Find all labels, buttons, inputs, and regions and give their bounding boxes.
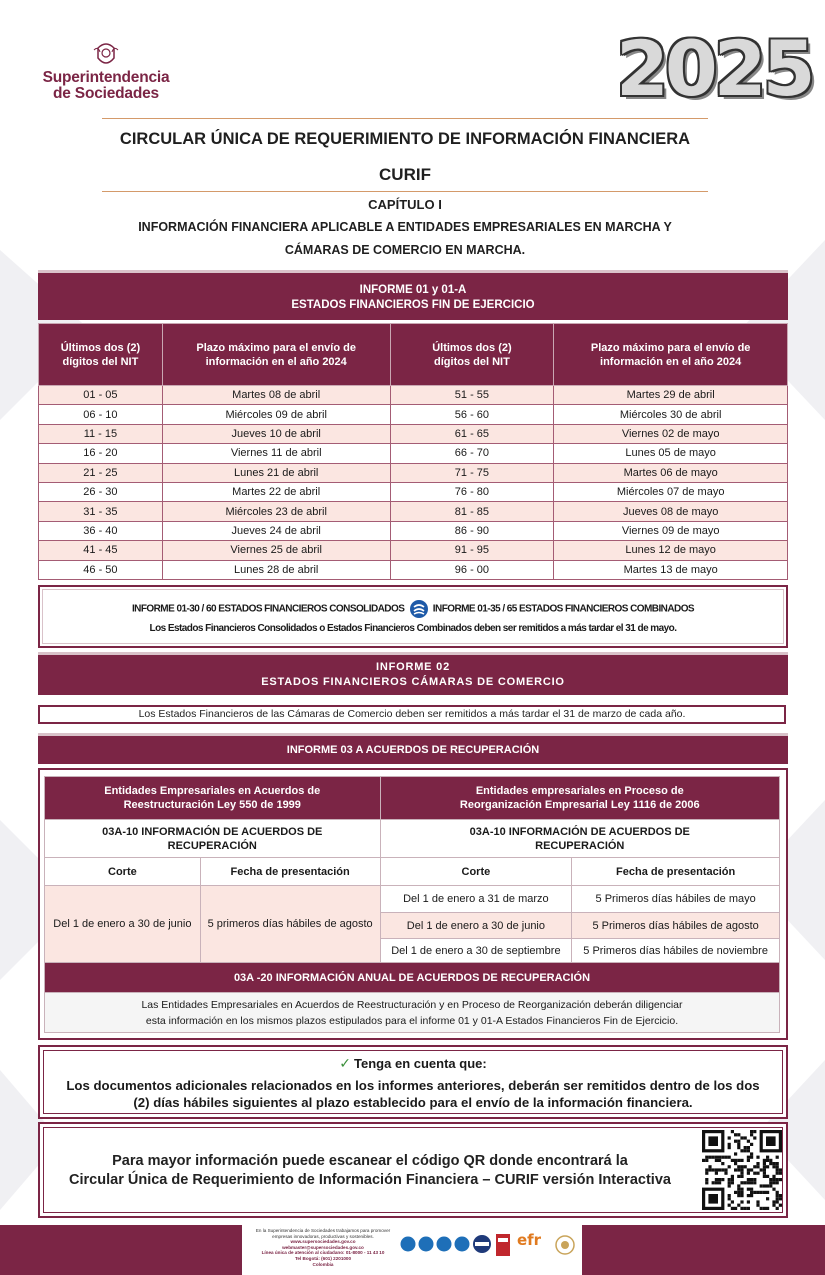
iqnet-badge-icon [472,1234,492,1254]
header-rule-top [102,118,708,119]
deadline-left: Miércoles 09 de abril [162,405,390,424]
nit-range-right: 76 - 80 [390,482,554,501]
deadline-right: Martes 13 de mayo [554,560,788,579]
right-fecha-2: 5 Primeros días hábiles de agosto [572,913,780,939]
seal-badge-icon [554,1234,576,1256]
informe-02-title-1: INFORME 02 [375,661,450,673]
right-corte-3: Del 1 de enero a 30 de septiembre [380,939,572,963]
nit-range-right: 66 - 70 [390,444,554,463]
year-badge: 2025 [616,24,812,113]
right-corte-1: Del 1 de enero a 31 de marzo [380,886,572,913]
deadline-left: Jueves 10 de abril [162,424,390,443]
brand-line-1: Superintendencia [42,69,170,86]
informe-01-title-1: INFORME 01 y 01-A [359,284,467,296]
deadline-right: Martes 29 de abril [554,386,788,405]
table-row [39,405,788,424]
table-row [39,424,788,443]
brand-line-2: de Sociedades [53,85,159,102]
right-fecha-1: 5 Primeros días hábiles de mayo [572,886,780,913]
chapter-subtitle-1: INFORMACIÓN FINANCIERA APLICABLE A ENTIDADES EMPRESARIALES EN MARCHA Y [138,220,672,234]
deadline-left: Viernes 25 de abril [162,541,390,560]
annual-03a20-note: Las Entidades Empresariales en Acuerdos de Reestructuración y en Proceso de Reorganización deberán diligenciar esta información en los mismos plazos estipulados para el informe 01 y 01-A Estados Financieros Fin de Ejercicio. [45,993,780,1033]
checkmark-icon: ✓ [339,1055,352,1071]
deadline-right: Miércoles 30 de abril [554,405,788,424]
acuerdos-reestructuracion-header: Entidades Empresariales en Acuerdos de Reestructuración Ley 550 de 1999 [45,777,381,820]
footer-contact: En la Superintendencia de Sociedades trabajamos para promover empresas innovadoras, productivas y sostenibles. www.supersociedades.gov.co webmaster@supersociedades.gov.co Línea única de atención al ciudadano: 01-8000 - 11 43 10 Tel Bogotá: (601) 2201000 Colombia [255,1228,391,1267]
tenga-heading: ✓ Tenga en cuenta que: [339,1055,487,1071]
combinados-right: INFORME 01-35 / 65 ESTADOS FINANCIEROS COMBINADOS [432,603,695,615]
consolidados-box [38,585,788,648]
col-header-nit-right: Últimos dos (2) dígitos del NIT [390,324,554,386]
right-col-corte: Corte [380,858,572,886]
deadline-right: Lunes 05 de mayo [554,444,788,463]
deadline-left: Jueves 24 de abril [162,521,390,540]
left-col-fecha: Fecha de presentación [200,858,380,886]
header-rule-bottom [102,191,708,192]
deadline-right: Lunes 12 de mayo [554,541,788,560]
nit-range-left: 46 - 50 [39,560,163,579]
deadline-right: Miércoles 07 de mayo [554,482,788,501]
tenga-body: Los documentos adicionales relacionados en los informes anteriores, deberán ser remitidos dentro de los dos (2) días hábiles siguientes al plazo establecido para el envío de la información financiera. [66,1078,760,1110]
table-row [39,386,788,405]
nit-range-left: 06 - 10 [39,405,163,424]
deadline-left: Viernes 11 de abril [162,444,390,463]
informe-02-title-2: ESTADOS FINANCIEROS CÁMARAS DE COMERCIO [261,676,565,688]
col-header-plazo-left: Plazo máximo para el envío de información en el año 2024 [162,324,390,386]
informe-02-header [38,652,788,695]
tenga-en-cuenta-box [38,1045,788,1119]
deadline-right: Viernes 09 de mayo [554,521,788,540]
page-acronym: CURIF [379,165,431,184]
informe-02-note: Los Estados Financieros de las Cámaras de Comercio deben ser remitidos a más tardar el 31 de marzo de cada año. [38,705,786,724]
footer-panel [242,1225,582,1275]
footer [0,1225,825,1275]
right-col-fecha: Fecha de presentación [572,858,780,886]
nit-range-left: 21 - 25 [39,463,163,482]
nit-range-left: 31 - 35 [39,502,163,521]
informe-03-header [38,733,788,764]
efr-badge: efr [516,1231,542,1249]
table-row [39,541,788,560]
qr-code-icon[interactable] [702,1130,782,1210]
colombia-crest-icon [90,38,122,70]
nit-range-left: 11 - 15 [39,424,163,443]
left-fecha-value: 5 primeros días hábiles de agosto [200,886,380,963]
chapter-subtitle-2: CÁMARAS DE COMERCIO EN MARCHA. [284,243,526,257]
nit-range-right: 71 - 75 [390,463,554,482]
consolidados-left: INFORME 01-30 / 60 ESTADOS FINANCIEROS CONSOLIDADOS [131,603,405,615]
flag-badge-icon [496,1234,510,1256]
deadline-left: Martes 08 de abril [162,386,390,405]
col-header-plazo-right: Plazo máximo para el envío de información en el año 2024 [554,324,788,386]
nit-range-left: 41 - 45 [39,541,163,560]
nit-range-right: 51 - 55 [390,386,554,405]
page-title: CIRCULAR ÚNICA DE REQUERIMIENTO DE INFORMACIÓN FINANCIERA [119,130,691,148]
nit-range-right: 81 - 85 [390,502,554,521]
qr-info-text: Para mayor información puede escanear el código QR donde encontrará la Circular Única de Requerimiento de Información Financiera – CURIF versión Interactiva [69,1153,671,1188]
deadline-left: Miércoles 23 de abril [162,502,390,521]
certification-badges-icon [400,1234,472,1254]
consolidados-note: Los Estados Financieros Consolidados o Estados Financieros Combinados deben ser remitidos a más tardar el 31 de mayo. [149,623,677,634]
consolidados-line [40,599,786,619]
right-fecha-3: 5 Primeros días hábiles de noviembre [572,939,780,963]
deadline-right: Jueves 08 de mayo [554,502,788,521]
superintendencia-logo [36,38,176,108]
reorganizacion-header: Entidades empresariales en Proceso de Reorganización Empresarial Ley 1116 de 2006 [380,777,779,820]
annual-03a20-title: 03A -20 INFORMACIÓN ANUAL DE ACUERDOS DE RECUPERACIÓN [45,963,780,993]
informe-03-title: INFORME 03 A ACUERDOS DE RECUPERACIÓN [286,744,540,756]
nit-range-right: 61 - 65 [390,424,554,443]
informe-01-title-2: ESTADOS FINANCIEROS FIN DE EJERCICIO [291,299,535,311]
chapter-label: CAPÍTULO I [368,197,442,212]
nit-range-right: 86 - 90 [390,521,554,540]
table-row [39,560,788,579]
nit-range-right: 91 - 95 [390,541,554,560]
table-row [39,444,788,463]
left-corte-value: Del 1 de enero a 30 de junio [45,886,201,963]
right-corte-2: Del 1 de enero a 30 de junio [380,913,572,939]
table-row [39,502,788,521]
nit-range-left: 36 - 40 [39,521,163,540]
nit-range-left: 16 - 20 [39,444,163,463]
left-col-corte: Corte [45,858,201,886]
qr-info-box [38,1122,788,1218]
table-row [39,463,788,482]
table-row [39,521,788,540]
nit-range-left: 01 - 05 [39,386,163,405]
deadline-right: Viernes 02 de mayo [554,424,788,443]
left-03a10-label: 03A-10 INFORMACIÓN DE ACUERDOS DE RECUPERACIÓN [45,820,381,858]
informe-01-header [38,270,788,320]
nit-range-right: 96 - 00 [390,560,554,579]
right-03a10-label: 03A-10 INFORMACIÓN DE ACUERDOS DE RECUPERACIÓN [380,820,779,858]
table-row [39,482,788,501]
nit-range-left: 26 - 30 [39,482,163,501]
deadline-right: Martes 06 de mayo [554,463,788,482]
deadline-left: Lunes 21 de abril [162,463,390,482]
informe-01-table [38,323,788,580]
col-header-nit-left: Últimos dos (2) dígitos del NIT [39,324,163,386]
informe-03-table [44,776,780,1033]
nit-range-right: 56 - 60 [390,405,554,424]
deadline-left: Lunes 28 de abril [162,560,390,579]
deadline-left: Martes 22 de abril [162,482,390,501]
supersociedades-emblem-icon [409,599,429,619]
